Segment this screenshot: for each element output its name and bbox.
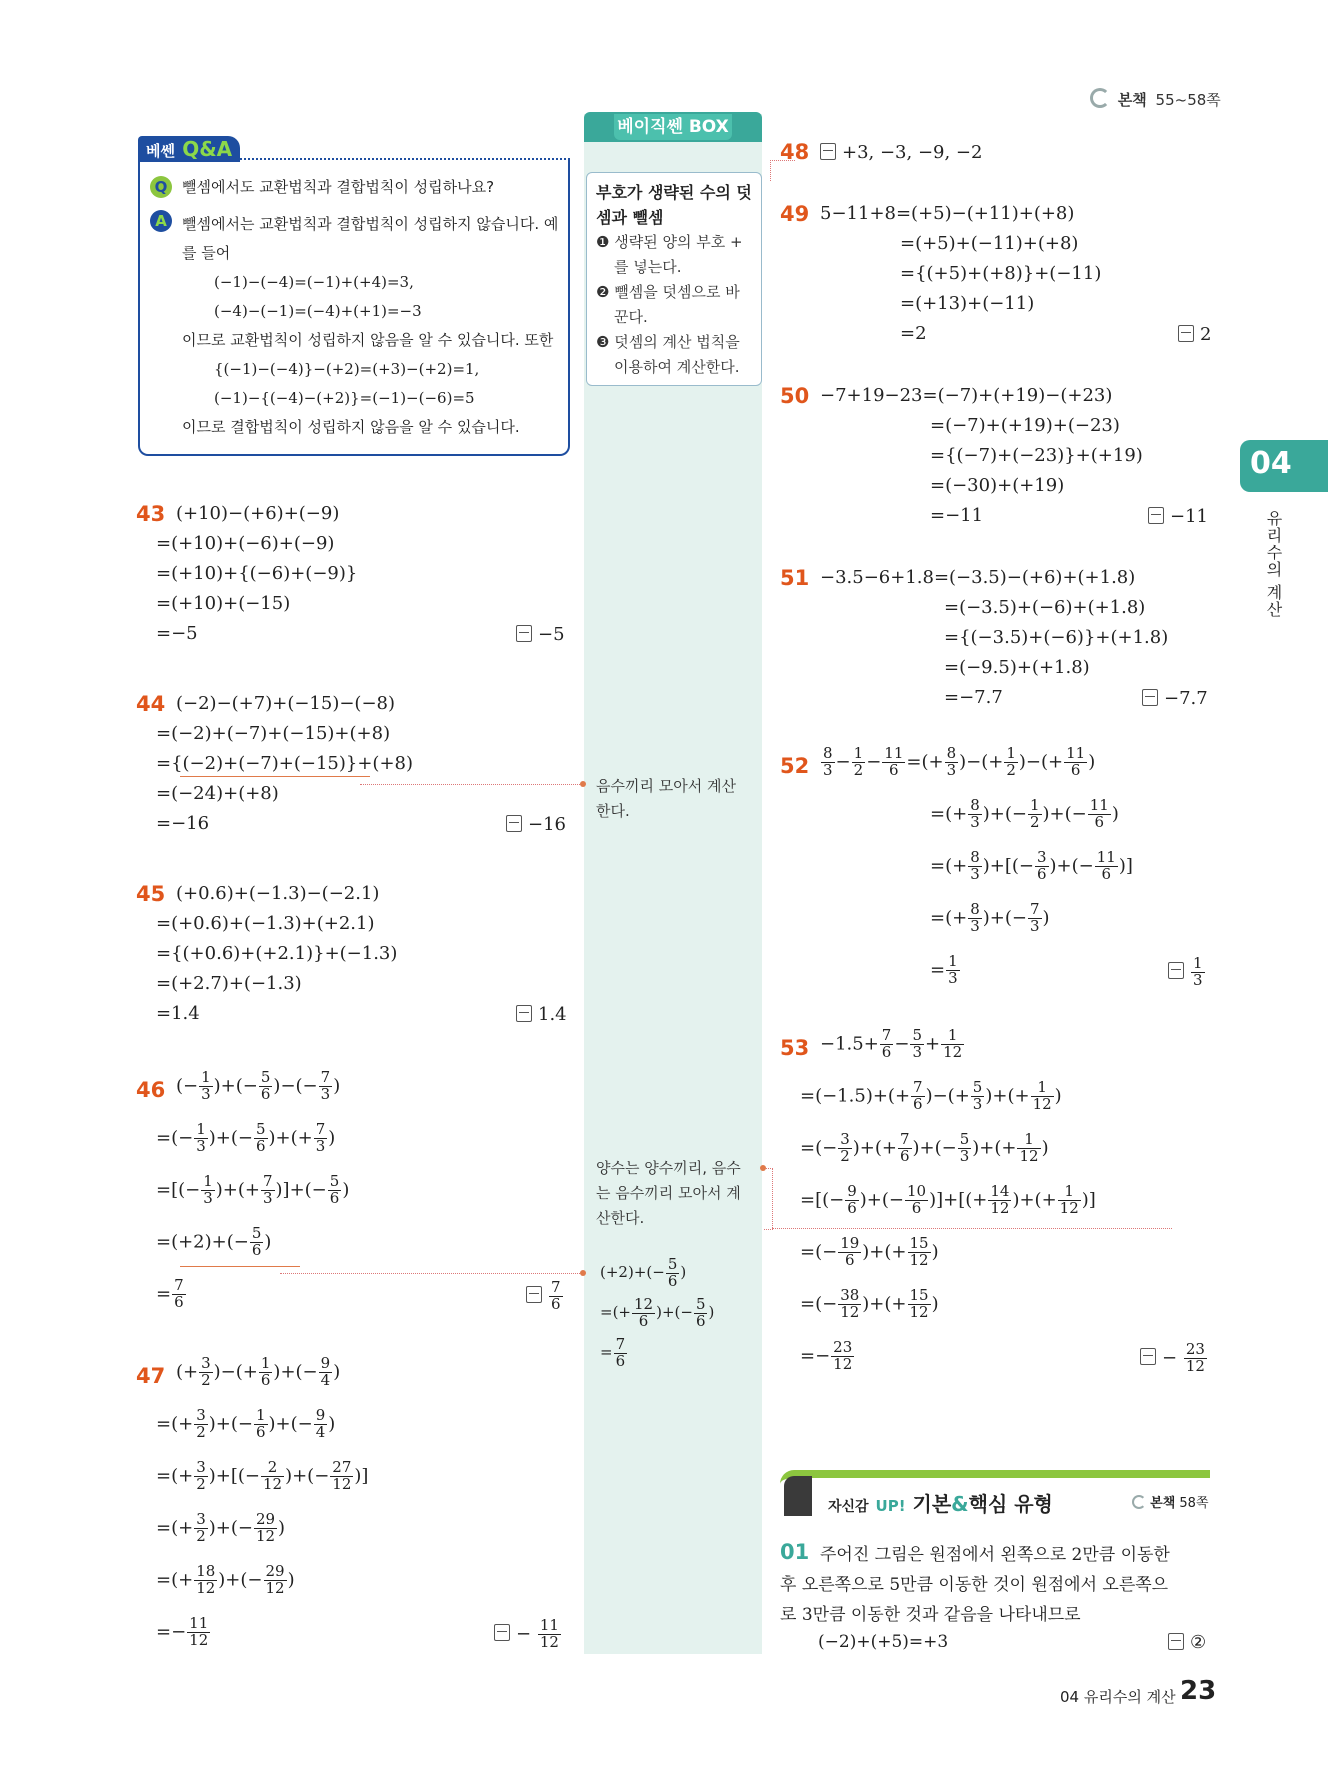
basic-box-heading: 부호가 생략된 수의 덧 셈과 뺄셈 [596, 183, 752, 227]
problem-45-line: ={(+0.6)+(+2.1)}+(−1.3) [156, 943, 398, 964]
problem-47-number: 47 [136, 1364, 166, 1388]
problem-45-answer: 1.4 [516, 1004, 567, 1025]
problem-53-line: =− $\frac{23}{12}$ [800, 1338, 853, 1373]
problem-53-line: =(−1.5)+(+ $\frac{7}{6}$ )−(+ $\frac{5}{3}$ )+(+ $\frac{1}{12}$ ) [800, 1078, 1062, 1113]
problem-51-line: −3.5−6+1.8=(−3.5)−(+6)+(+1.8) [820, 567, 1136, 588]
problem-44-number: 44 [136, 692, 166, 716]
problem-53-line: =[(− $\frac{9}{6}$ )+(− $\frac{10}{6}$ )]+[(+ $\frac{14}{12}$ )+(+ $\frac{1}{12}$ )] [800, 1182, 1096, 1217]
answer-icon [516, 625, 532, 642]
problem-47-answer: − $\frac{11}{12}$ [494, 1618, 562, 1651]
qa-answer: 뺄셈에서는 교환법칙과 결합법칙이 성립하지 않습니다. 예 를 들어 (−1)−(−4)=(−1)+(+4)=3, (−4)−(−1)=(−4)+(+1)=−3 이므로 교환법칙이 성립하지 않음을 알 수 있습니다. 또한 {(−1)−(−4)}−(+2)=(+3)−(+2)=1, (−1)−{(−4)−(+2)}=(−1)−(−6)=5 이므로 결합법칙이 성립하지 않음을 알 수 있습니다. [182, 215, 559, 436]
page-number: 23 [1180, 1676, 1217, 1706]
step-1: ❶ 생략된 양의 부호 + [596, 233, 743, 251]
connector-53b [772, 1228, 1172, 1229]
qa-question: 뺄셈에서도 교환법칙과 결합법칙이 성립하나요? [182, 178, 495, 196]
qa-a-mark: A [150, 210, 172, 232]
problem-46-answer: $\frac{7}{6}$ [526, 1280, 564, 1313]
problem-46-line: (− $\frac{1}{3}$ )+(− $\frac{5}{6}$ )−(− $\frac{7}{3}$ ) [176, 1068, 341, 1103]
connector-46-dot [580, 1270, 586, 1276]
problem-44-answer: −16 [506, 814, 566, 835]
problem-49-answer: 2 [1178, 324, 1211, 345]
chapter-tab-number: 04 [1250, 446, 1292, 481]
note-negatives: 음수끼리 모아서 계산 한다. [596, 777, 736, 820]
problem-53-answer: − $\frac{23}{12}$ [1140, 1342, 1208, 1375]
problem-44-line: ={(−2)+(−7)+(−15)}+(+8) [156, 753, 414, 774]
problem-43-line: =−5 [156, 623, 198, 644]
problem-44-underline [180, 776, 370, 777]
problem-49-line: 5−11+8=(+5)−(+11)+(+8) [820, 203, 1075, 224]
answer-icon [526, 1286, 542, 1303]
answer-icon [494, 1624, 510, 1641]
ref-icon [1132, 1495, 1146, 1509]
problem-50-line: ={(−7)+(−23)}+(+19) [930, 445, 1143, 466]
problem-50-number: 50 [780, 384, 810, 408]
problem-52-line: =(+ $\frac{8}{3}$ )+[(− $\frac{3}{6}$ )+(− $\frac{11}{6}$ )] [930, 848, 1133, 883]
problem-43-number: 43 [136, 502, 166, 526]
problem-46-line: = $\frac{7}{6}$ [156, 1276, 184, 1311]
problem-47-line: =(+ $\frac{3}{2}$ )+(− $\frac{29}{12}$ ) [156, 1510, 286, 1545]
answer-icon [506, 815, 522, 832]
problem-45-line: =(+2.7)+(−1.3) [156, 973, 302, 994]
chapter-tab-title: 유리수의 계산 [1264, 510, 1283, 619]
step-3: ❸ 덧셈의 계산 법칙을 [596, 333, 740, 351]
problem-46-line: =(+2)+(− $\frac{5}{6}$ ) [156, 1224, 272, 1259]
problem-53-line: =(− $\frac{3}{2}$ )+(+ $\frac{7}{6}$ )+(− $\frac{5}{3}$ )+(+ $\frac{1}{12}$ ) [800, 1130, 1049, 1165]
problem-46-line: =(− $\frac{1}{3}$ )+(− $\frac{5}{6}$ )+(+ $\frac{7}{3}$ ) [156, 1120, 336, 1155]
connector-44-dot [580, 781, 586, 787]
answer-icon [1178, 325, 1194, 342]
problem-51-line: =−7.7 [944, 687, 1003, 708]
problem-51-line: ={(−3.5)+(−6)}+(+1.8) [944, 627, 1169, 648]
footer-chapter: 04 유리수의 계산 [1060, 1688, 1176, 1706]
problem-01-number: 01 [780, 1540, 810, 1564]
problem-53-number: 53 [780, 1036, 810, 1060]
connector-53-dot [760, 1165, 766, 1171]
answer-icon [1168, 1633, 1184, 1650]
problem-44-line: =−16 [156, 813, 210, 834]
problem-45-line: =(+0.6)+(−1.3)+(+2.1) [156, 913, 375, 934]
ref-icon [1090, 88, 1110, 108]
connector-53 [764, 1168, 773, 1230]
problem-46-line: =[(− $\frac{1}{3}$ )+(+ $\frac{7}{3}$ )]+(− $\frac{5}{6}$ ) [156, 1172, 350, 1207]
answer-icon [516, 1005, 532, 1022]
answer-icon [1168, 962, 1184, 979]
problem-49-line: =(+13)+(−11) [900, 293, 1035, 314]
answer-icon [1142, 689, 1158, 706]
problem-01-answer: ② [1168, 1632, 1206, 1653]
problem-51-line: =(−3.5)+(−6)+(+1.8) [944, 597, 1146, 618]
problem-52-line: $\frac{8}{3}$ − $\frac{1}{2}$ − $\frac{11}{6}$ =(+ $\frac{8}{3}$ )−(+ $\frac{1}{2}$ )−(+ $\frac{11}{6}$ ) [823, 744, 1096, 779]
problem-52-line: =(+ $\frac{8}{3}$ )+(− $\frac{7}{3}$ ) [930, 900, 1050, 935]
problem-47-line: (+ $\frac{3}{2}$ )−(+ $\frac{1}{6}$ )+(− $\frac{9}{4}$ ) [176, 1354, 341, 1389]
ref-label: 본책 [1117, 91, 1147, 109]
problem-50-answer: −11 [1148, 506, 1208, 527]
problem-52-number: 52 [780, 754, 810, 778]
basic-box-title-label: 베이직쎈 BOX [614, 114, 732, 140]
problem-48-answer: +3, −3, −9, −2 [820, 142, 982, 163]
step-2: ❷ 뺄셈을 덧셈으로 바 [596, 283, 740, 301]
problem-47-line: =(+ $\frac{3}{2}$ )+[(− $\frac{2}{12}$ )+(− $\frac{27}{12}$ )] [156, 1458, 369, 1493]
problem-51-number: 51 [780, 566, 810, 590]
problem-43-line: =(+10)+{(−6)+(−9)} [156, 563, 358, 584]
qa-dashline [232, 158, 566, 160]
problem-43-line: (+10)−(+6)+(−9) [176, 503, 340, 524]
problem-51-answer: −7.7 [1142, 688, 1208, 709]
problem-43-line: =(+10)+(−6)+(−9) [156, 533, 335, 554]
connector-46 [280, 1273, 582, 1274]
problem-47-line: =(+ $\frac{18}{12}$ )+(− $\frac{29}{12}$ ) [156, 1562, 295, 1597]
problem-47-line: =− $\frac{11}{12}$ [156, 1614, 209, 1649]
problem-45-line: (+0.6)+(−1.3)−(−2.1) [176, 883, 380, 904]
problem-49-line: =2 [900, 323, 927, 344]
qa-q-mark: Q [150, 176, 172, 198]
problem-46-number: 46 [136, 1078, 166, 1102]
ref-pages: 55~58쪽 [1155, 91, 1221, 109]
problem-49-line: =(+5)+(−11)+(+8) [900, 233, 1079, 254]
problem-52-answer: $\frac{1}{3}$ [1168, 956, 1206, 989]
basic-box-steps: ❶ 생략된 양의 부호 + 를 넣는다. ❷ 뺄셈을 덧셈으로 바 꾼다. ❸ 덧셈의 계산 법칙을 이용하여 계산한다. [596, 230, 758, 380]
answer-icon [820, 143, 836, 160]
problem-52-line: =(+ $\frac{8}{3}$ )+(− $\frac{1}{2}$ )+(− $\frac{11}{6}$ ) [930, 796, 1119, 831]
problem-50-line: =−11 [930, 505, 984, 526]
problem-01-text: 주어진 그림은 원점에서 왼쪽으로 2만큼 이동한 후 오른쪽으로 5만큼 이동한 것이 원점에서 오른쪽으 로 3만큼 이동한 것과 같음을 나타내므로 [780, 1545, 1170, 1625]
answer-icon [1140, 1348, 1156, 1365]
answer-icon [1148, 507, 1164, 524]
problem-43-line: =(+10)+(−15) [156, 593, 291, 614]
problem-44-line: =(−24)+(+8) [156, 783, 279, 804]
problem-49-number: 49 [780, 202, 810, 226]
problem-51-line: =(−9.5)+(+1.8) [944, 657, 1090, 678]
problem-48-number: 48 [780, 140, 810, 164]
problem-53-line: =(− $\frac{19}{6}$ )+(+ $\frac{15}{12}$ ) [800, 1234, 939, 1269]
problem-50-line: =(−30)+(+19) [930, 475, 1065, 496]
problem-01-equation: (−2)+(+5)=+3 [818, 1632, 949, 1652]
page-reference [1090, 88, 1221, 110]
problem-43-answer: −5 [516, 624, 565, 645]
problem-49-line: ={(+5)+(+8)}+(−11) [900, 263, 1102, 284]
problem-45-line: =1.4 [156, 1003, 200, 1024]
section-title: 자신감 UP! 기본&핵심 유형 [828, 1492, 1053, 1516]
problem-52-line: = $\frac{1}{3}$ [930, 952, 958, 987]
connector-44 [360, 784, 582, 785]
problem-50-line: −7+19−23=(−7)+(+19)−(+23) [820, 385, 1113, 406]
problem-44-line: (−2)−(+7)+(−15)−(−8) [176, 693, 396, 714]
section-reference: 본책 58쪽 [1132, 1492, 1209, 1511]
note-group-signs: 양수는 양수끼리, 음수 는 음수끼리 모아서 계 산한다. [596, 1159, 741, 1227]
problem-53-line: −1.5+ $\frac{7}{6}$ − $\frac{5}{3}$ + $\frac{1}{12}$ [820, 1026, 963, 1061]
qa-badge: 베쎈 Q&A [138, 136, 240, 162]
section-header-bar [784, 1476, 812, 1516]
problem-53-line: =(− $\frac{38}{12}$ )+(+ $\frac{15}{12}$ ) [800, 1286, 939, 1321]
problem-44-line: =(−2)+(−7)+(−15)+(+8) [156, 723, 391, 744]
problem-46-underline [180, 1266, 300, 1267]
note-calc: (+2)+(− $\frac{5}{6}$ ) =(+ $\frac{12}{6}$ )+(− $\frac{5}{6}$ ) = $\frac{7}{6}$ [600, 1254, 715, 1370]
problem-50-line: =(−7)+(+19)+(−23) [930, 415, 1120, 436]
problem-45-number: 45 [136, 882, 166, 906]
problem-47-line: =(+ $\frac{3}{2}$ )+(− $\frac{1}{6}$ )+(− $\frac{9}{4}$ ) [156, 1406, 336, 1441]
